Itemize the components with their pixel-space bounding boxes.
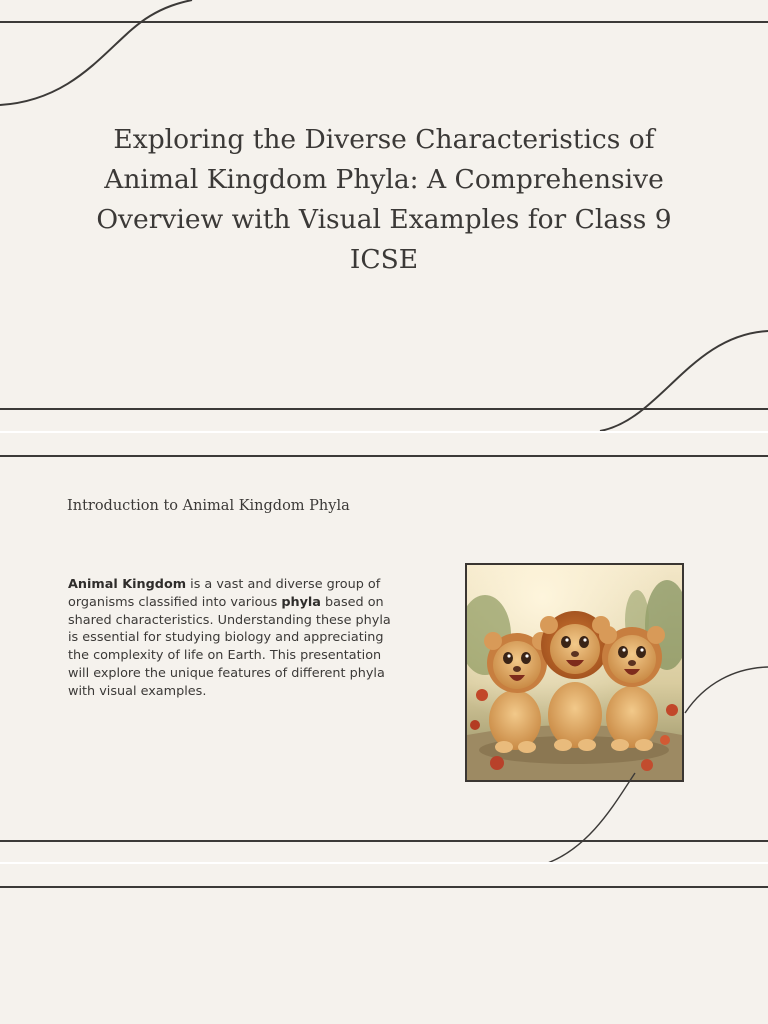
top-rule [0,886,768,888]
bottom-rule [0,840,768,842]
section-heading: Introduction to Animal Kingdom Phyla [67,498,350,514]
next-slide [0,864,768,1024]
introduction-slide [0,433,768,862]
lion-cubs-image [465,563,684,782]
lion-cubs-illustration-icon [467,565,682,780]
top-rule [0,21,768,23]
term-phyla: phyla [281,594,321,610]
curve-top-left [0,0,192,105]
term-animal-kingdom: Animal Kingdom [68,577,187,592]
intro-text-part-1: is a vast and diverse group of organisms classified into various [68,577,381,610]
title-slide [0,0,768,431]
intro-text-part-2: based on shared characteristics. Understanding these phyla is essential for studying biology and appreciating the complexity of life on Earth. This presentation will explore the unique features of different phyla with visual examples. [68,594,391,699]
page-title: Exploring the Diverse Characteristics of Animal Kingdom Phyla: A Comprehensive Overview with Visual Examples for Class 9 ICSE [96,124,672,275]
curve-bottom-right [600,331,768,431]
bottom-rule [0,408,768,410]
intro-paragraph [68,576,398,701]
top-rule [0,455,768,457]
